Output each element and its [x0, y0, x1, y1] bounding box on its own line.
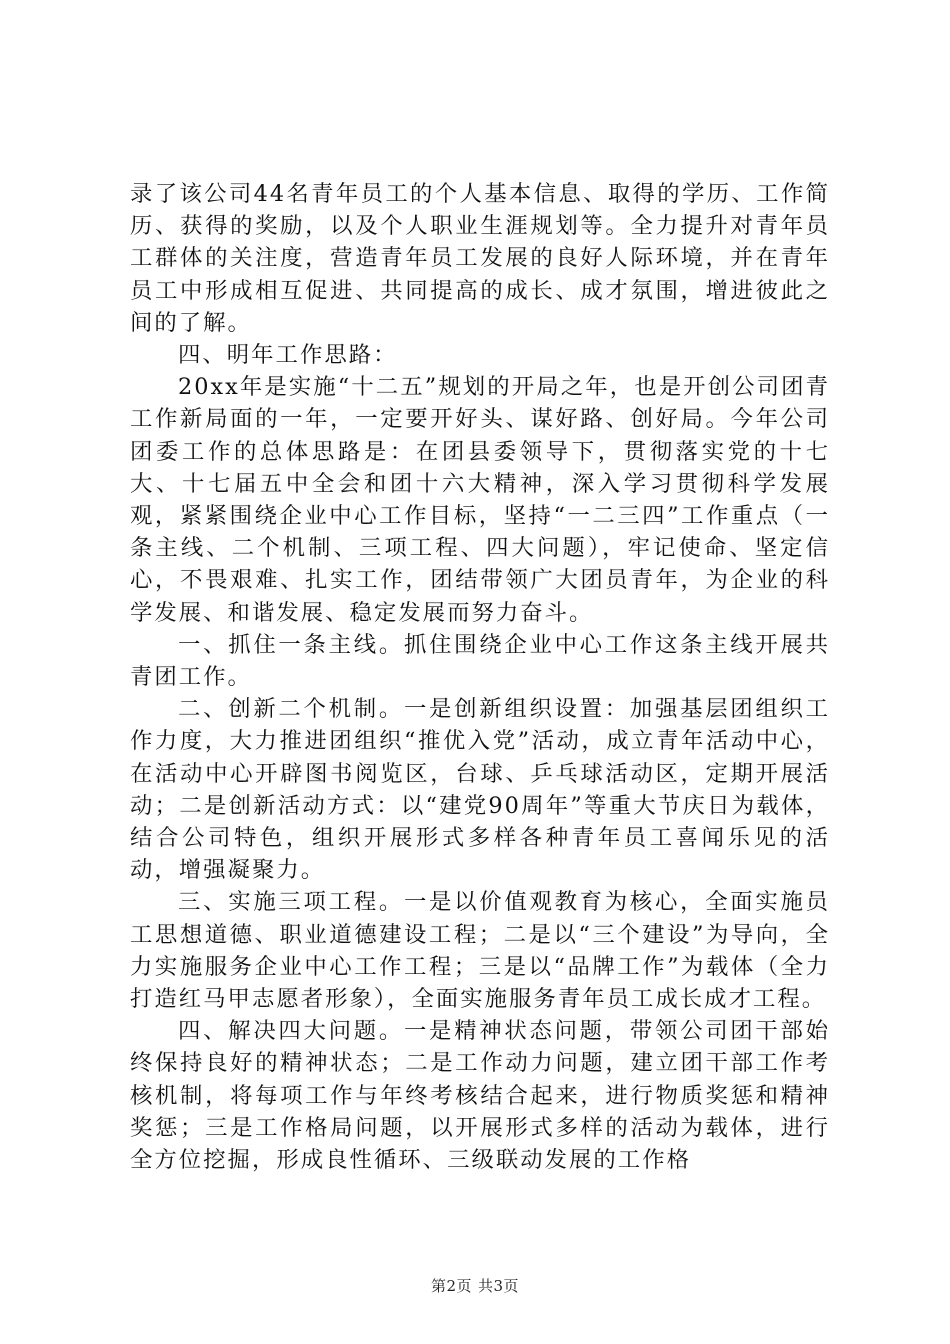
page-footer: [0, 1275, 950, 1296]
page-total: 共3页: [478, 1277, 520, 1295]
paragraph: 一、抓住一条主线。抓住围绕企业中心工作这条主线开展共青团工作。: [130, 631, 830, 691]
paragraph: 二、创新二个机制。一是创新组织设置：加强基层团组织工作力度，大力推进团组织“推优入党”活动，成立青年活动中心，在活动中心开辟图书阅览区，台球、乒乓球活动区，定期开展活动；二是创新活动方式：以“建党90周年”等重大节庆日为载体，结合公司特色，组织开展形式多样各种青年员工喜闻乐见的活动，增强凝聚力。: [130, 696, 830, 884]
document-body: [130, 178, 830, 1176]
paragraph: 20xx年是实施“十二五”规划的开局之年，也是开创公司团青工作新局面的一年，一定要开好头、谋好路、创好局。今年公司团委工作的总体思路是：在团县委领导下，贯彻落实党的十七大、十七届五中全会和团十六大精神，深入学习贯彻科学发展观，紧紧围绕企业中心工作目标，坚持“一二三四”工作重点（一条主线、二个机制、三项工程、四大问题），牢记使命、坚定信心，不畏艰难、扎实工作，团结带领广大团员青年，为企业的科学发展、和谐发展、稳定发展而努力奋斗。: [130, 374, 830, 626]
paragraph: 四、解决四大问题。一是精神状态问题，带领公司团干部始终保持良好的精神状态；二是工作动力问题，建立团干部工作考核机制，将每项工作与年终考核结合起来，进行物质奖惩和精神奖惩；三是工作格局问题，以开展形式多样的活动为载体，进行全方位挖掘，形成良性循环、三级联动发展的工作格: [130, 1018, 830, 1174]
paragraph: 录了该公司44名青年员工的个人基本信息、取得的学历、工作简历、获得的奖励，以及个人职业生涯规划等。全力提升对青年员工群体的关注度，营造青年员工发展的良好人际环境，并在青年员工中形成相互促进、共同提高的成长、成才氛围，增进彼此之间的了解。: [130, 181, 830, 336]
page-number: 第2页: [430, 1277, 472, 1295]
section-heading: 四、明年工作思路：: [178, 342, 398, 369]
paragraph: 三、实施三项工程。一是以价值观教育为核心，全面实施员工思想道德、职业道德建设工程；二是以“三个建设”为导向，全力实施服务企业中心工作工程；三是以“品牌工作”为载体（全力打造红马甲志愿者形象），全面实施服务青年员工成长成才工程。: [130, 889, 830, 1013]
